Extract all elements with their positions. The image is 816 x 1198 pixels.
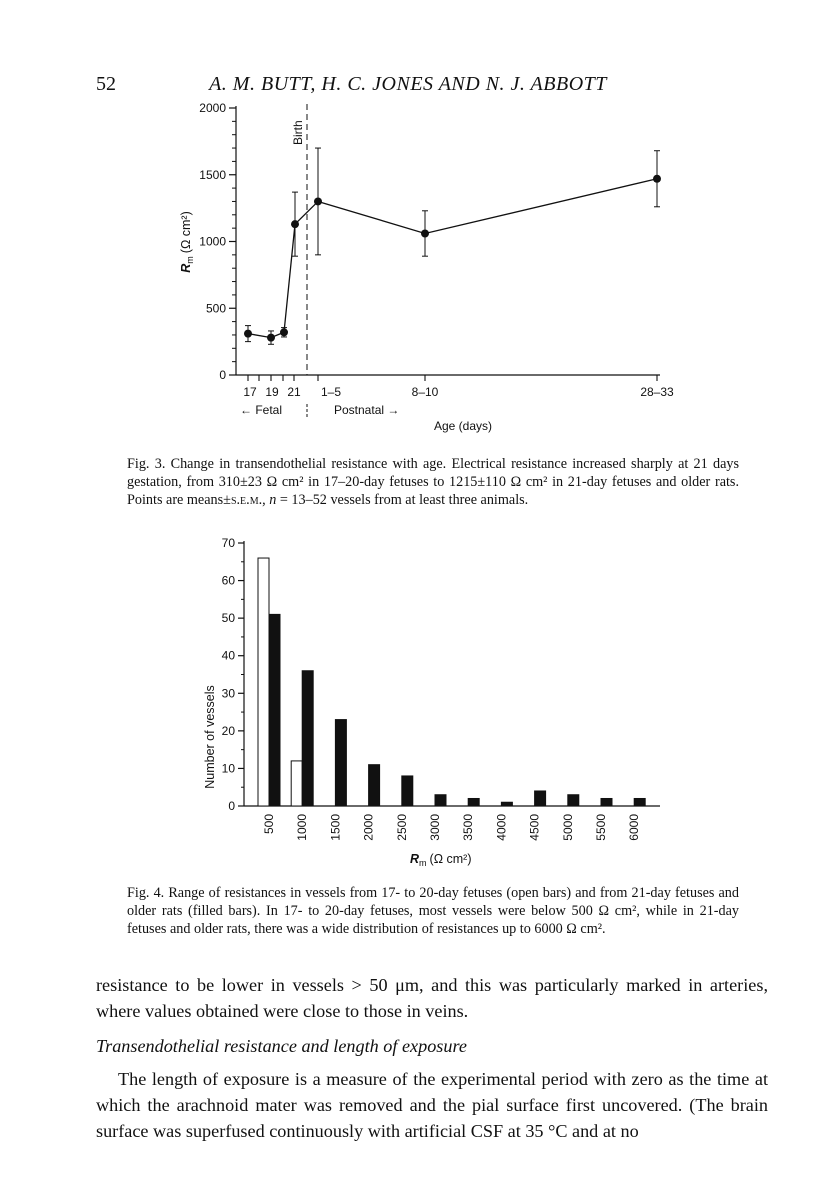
running-header-authors: A. M. BUTT, H. C. JONES AND N. J. ABBOTT (209, 73, 607, 95)
page-number: 52 (96, 73, 116, 95)
fig4-open-bar (258, 558, 269, 806)
fig4-y-tick-label: 70 (221, 536, 235, 550)
fig4-bars (258, 558, 645, 806)
fig3-caption: Fig. 3. Change in transendothelial resistance with age. Electrical resistance increased sharply at 21 days gestation, from 310±23 Ω cm² in 17–20-day fetuses to 1215±110 Ω cm² in 21-day fetuses and older rats. Points are means±s.e.m., n = 13–52 vessels from at least three animals. (127, 456, 739, 508)
fig4-filled-bar (601, 798, 612, 806)
fig4-x-ticks (262, 814, 641, 841)
fig4-y-tick-label: 30 (221, 686, 235, 701)
fig3-y-tick-label: 1500 (199, 167, 226, 182)
fig3-data-point (653, 175, 661, 183)
fig3-data-point (267, 334, 275, 342)
fig4-filled-bar (435, 795, 446, 806)
fig4-x-tick-label: 1500 (328, 814, 343, 841)
fig3-y-tick-label: 2000 (199, 101, 226, 115)
fig3-axes (236, 106, 660, 375)
body-paragraph-2: The length of exposure is a measure of the experimental period with zero as the time at which the arachnoid mater was removed and the pial surface first uncovered. (The brain surface was superfused continuously with artificial CSF at 35 °C and at no (96, 1069, 768, 1141)
fig4-filled-bar (335, 720, 346, 806)
fig4-caption: Fig. 4. Range of resistances in vessels from 17- to 20-day fetuses (open bars) and from 21-day fetuses and older rats (filled bars). In 17- to 20-day fetuses, most vessels were below 500 Ω cm², while in 21-day fetuses and older rats, there was a wide distribution of resistances up to 6000 Ω cm². (127, 885, 739, 937)
fig3-y-axis-label: $R_m(\Omega$ cm²) (179, 211, 195, 273)
fig4-y-tick-label: 10 (221, 761, 235, 776)
fig3-x-tick-label: 17 (243, 385, 257, 399)
fig4-x-tick-label: 5500 (594, 814, 608, 841)
fig4-x-tick-label: 2500 (394, 814, 409, 841)
fig3-data-point (280, 328, 288, 336)
fig4-open-bar (291, 761, 302, 806)
fig4-x-axis-label: $R_m$ (Ω cm²) (410, 852, 472, 868)
fig4-filled-bar (568, 795, 579, 806)
figure-3-line-chart (0, 0, 816, 460)
fig4-filled-bar (634, 798, 645, 806)
fig4-x-tick-label: 4500 (527, 814, 542, 841)
fig3-x-tick-label: 28–33 (640, 385, 674, 399)
fig4-filled-bar (302, 671, 313, 806)
fig3-x-tick-label: 19 (265, 385, 279, 399)
body-paragraph-1: resistance to be lower in vessels > 50 μm, and this was particularly marked in arteries, where values obtained were close to those in veins. (96, 975, 768, 1021)
fig4-x-tick-label: 4000 (494, 814, 509, 841)
fig3-y-ticks (199, 101, 236, 382)
fig4-y-tick-label: 20 (221, 723, 235, 738)
fig4-x-tick-label: 5000 (560, 814, 575, 841)
fig3-y-tick-label: 500 (205, 301, 226, 316)
fig4-x-tick-label: 500 (262, 814, 276, 835)
section-title: Transendothelial resistance and length of exposure (96, 1036, 467, 1056)
fig3-postnatal-label: Postnatal → (334, 403, 400, 417)
fig3-x-tick-label: 1–5 (320, 385, 342, 399)
fig3-data-point (244, 330, 252, 338)
fig3-data-point (291, 220, 299, 228)
fig3-data-point (421, 229, 429, 237)
fig3-y-tick-label: 1000 (199, 234, 226, 249)
fig3-x-ticks (243, 375, 674, 399)
fig4-x-tick-label: 3500 (461, 814, 476, 841)
fig4-filled-bar (501, 802, 512, 806)
fig3-x-axis-label: Age (days) (434, 419, 493, 433)
fig4-y-tick-label: 60 (221, 573, 235, 588)
fig4-x-tick-label: 2000 (361, 814, 376, 841)
fig3-x-tick-label: 8–10 (411, 385, 439, 399)
fig4-y-tick-label: 0 (228, 799, 235, 813)
fig4-x-tick-label: 1000 (295, 814, 310, 841)
fig4-y-axis-label: Number of vessels (203, 685, 217, 789)
fig4-x-tick-label: 3000 (428, 814, 442, 841)
fig4-filled-bar (402, 776, 413, 806)
fig3-birth-label: Birth (291, 120, 305, 145)
fig4-y-tick-label: 50 (221, 611, 235, 626)
fig4-y-tick-label: 40 (221, 648, 235, 663)
fig4-filled-bar (369, 765, 380, 806)
fig4-filled-bar (468, 798, 479, 806)
fig4-filled-bar (269, 614, 280, 806)
fig3-x-tick-label: 21 (287, 385, 301, 399)
fig4-x-tick-label: 6000 (627, 814, 642, 841)
fig4-filled-bar (535, 791, 546, 806)
figure-4-bar-chart (0, 530, 816, 880)
fig3-series-line (248, 179, 657, 338)
fig3-fetal-label: ← Fetal (240, 403, 283, 417)
fig3-data-point (314, 197, 322, 205)
fig4-y-ticks (222, 536, 244, 813)
fig3-y-tick-label: 0 (219, 368, 226, 382)
